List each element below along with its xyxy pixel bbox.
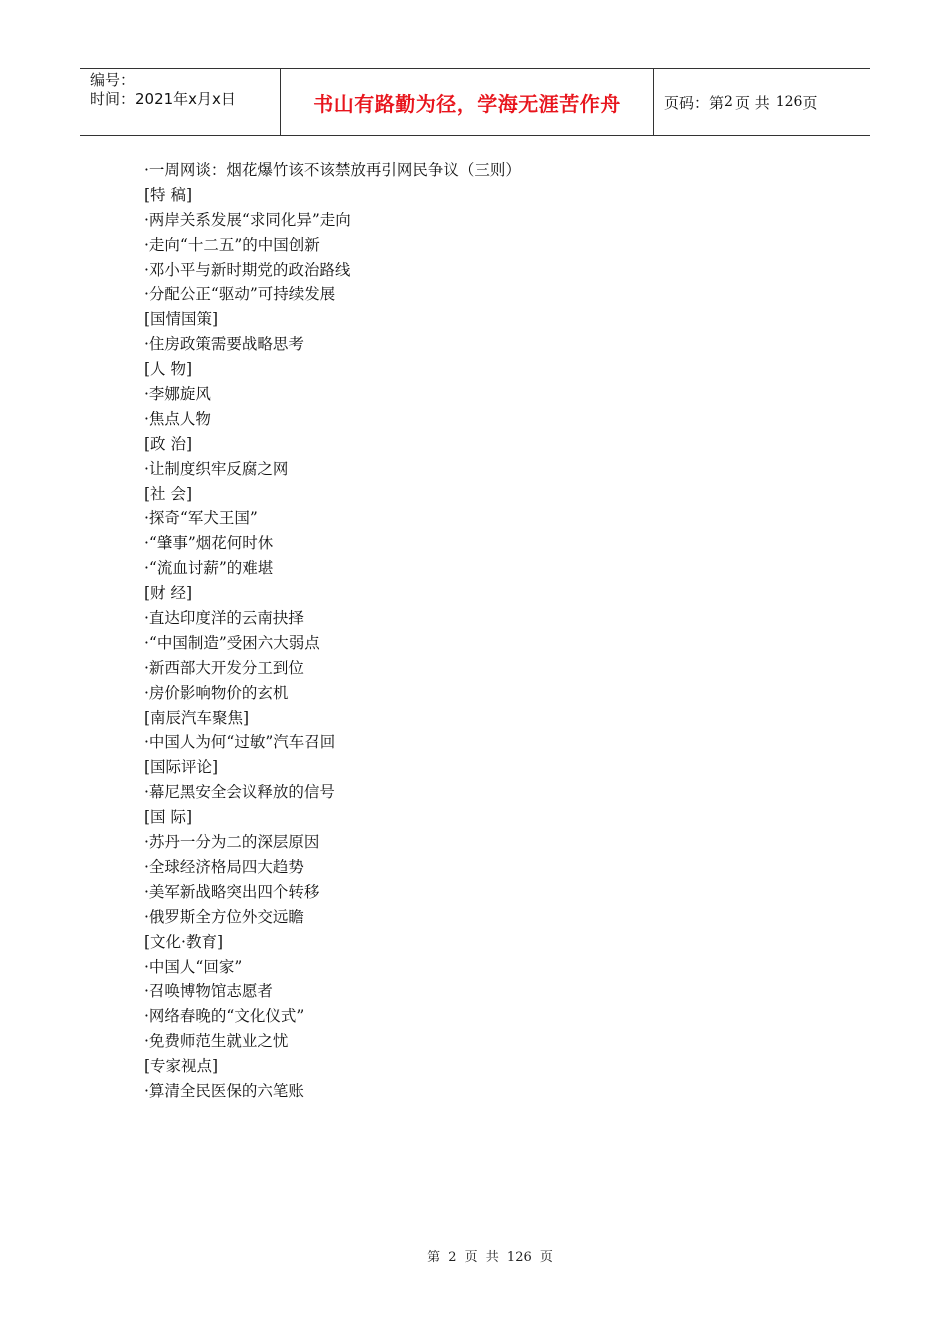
- toc-section: [特 稿]: [144, 185, 193, 204]
- toc-item: ·全球经济格局四大趋势: [144, 857, 304, 876]
- toc-section: [财 经]: [144, 584, 193, 603]
- toc-section: [国 际]: [144, 808, 193, 827]
- toc-item: ·住房政策需要战略思考: [144, 335, 304, 354]
- page-prefix: 页码：第: [664, 93, 725, 112]
- toc-item: ·“肇事”烟花何时休: [144, 534, 274, 553]
- toc-section: [南辰汽车聚焦]: [144, 708, 250, 727]
- header-meta: [80, 69, 281, 135]
- toc-item: ·俄罗斯全方位外交远瞻: [144, 907, 304, 926]
- toc-item: ·中国人“回家”: [144, 957, 243, 976]
- header-motto: 书山有路勤为径，学海无涯苦作舟: [281, 69, 654, 135]
- toc-item: ·让制度织牢反腐之网: [144, 459, 289, 478]
- toc-item: ·新西部大开发分工到位: [144, 658, 304, 677]
- toc-item: ·分配公正“驱动”可持续发展: [144, 285, 336, 304]
- toc-item: ·探奇“军犬王国”: [144, 509, 258, 528]
- toc-item: ·美军新战略突出四个转移: [144, 882, 320, 901]
- toc-section: [国际评论]: [144, 758, 219, 777]
- toc-item: ·网络春晚的“文化仪式”: [144, 1007, 305, 1026]
- header-page-number: [654, 69, 870, 135]
- toc-item: ·直达印度洋的云南抉择: [144, 609, 304, 628]
- toc-item: ·算清全民医保的六笔账: [144, 1081, 304, 1100]
- page-mid: 页 共: [734, 93, 770, 112]
- toc-item: ·房价影响物价的玄机: [144, 683, 289, 702]
- toc-item: ·焦点人物: [144, 409, 211, 428]
- toc-item: ·苏丹一分为二的深层原因: [144, 833, 320, 852]
- page-suffix: 页: [802, 93, 818, 112]
- page-footer: 第 2 页 共 126 页: [427, 1250, 553, 1265]
- toc-item: ·免费师范生就业之忧: [144, 1032, 289, 1051]
- toc-section: [人 物]: [144, 360, 193, 379]
- page-header: [80, 68, 870, 136]
- toc-section: [文化·教育]: [144, 932, 224, 951]
- time-label: 时间：2021年x月x日: [90, 90, 236, 108]
- toc-section: [政 治]: [144, 434, 193, 453]
- page-current: 2: [724, 94, 733, 110]
- toc-item: ·“中国制造”受困六大弱点: [144, 633, 320, 652]
- toc-item: ·走向“十二五”的中国创新: [144, 235, 320, 254]
- toc-item: ·两岸关系发展“求同化异”走向: [144, 210, 351, 229]
- table-of-contents: [144, 158, 521, 1104]
- toc-item: ·幕尼黑安全会议释放的信号: [144, 783, 335, 802]
- toc-item: ·一周网谈：烟花爆竹该不该禁放再引网民争议（三则）: [144, 161, 521, 179]
- toc-section: [国情国策]: [144, 310, 219, 329]
- toc-item: ·李娜旋风: [144, 385, 211, 404]
- toc-section: [社 会]: [144, 484, 193, 503]
- toc-item: ·召唤博物馆志愿者: [144, 982, 273, 1001]
- toc-item: ·中国人为何“过敏”汽车召回: [144, 733, 336, 752]
- page-total: 126: [775, 94, 803, 110]
- toc-item: ·邓小平与新时期党的政治路线: [144, 260, 351, 279]
- toc-item: ·“流血讨薪”的难堪: [144, 559, 274, 578]
- code-label: 编号：: [90, 71, 136, 89]
- toc-section: [专家视点]: [144, 1057, 219, 1076]
